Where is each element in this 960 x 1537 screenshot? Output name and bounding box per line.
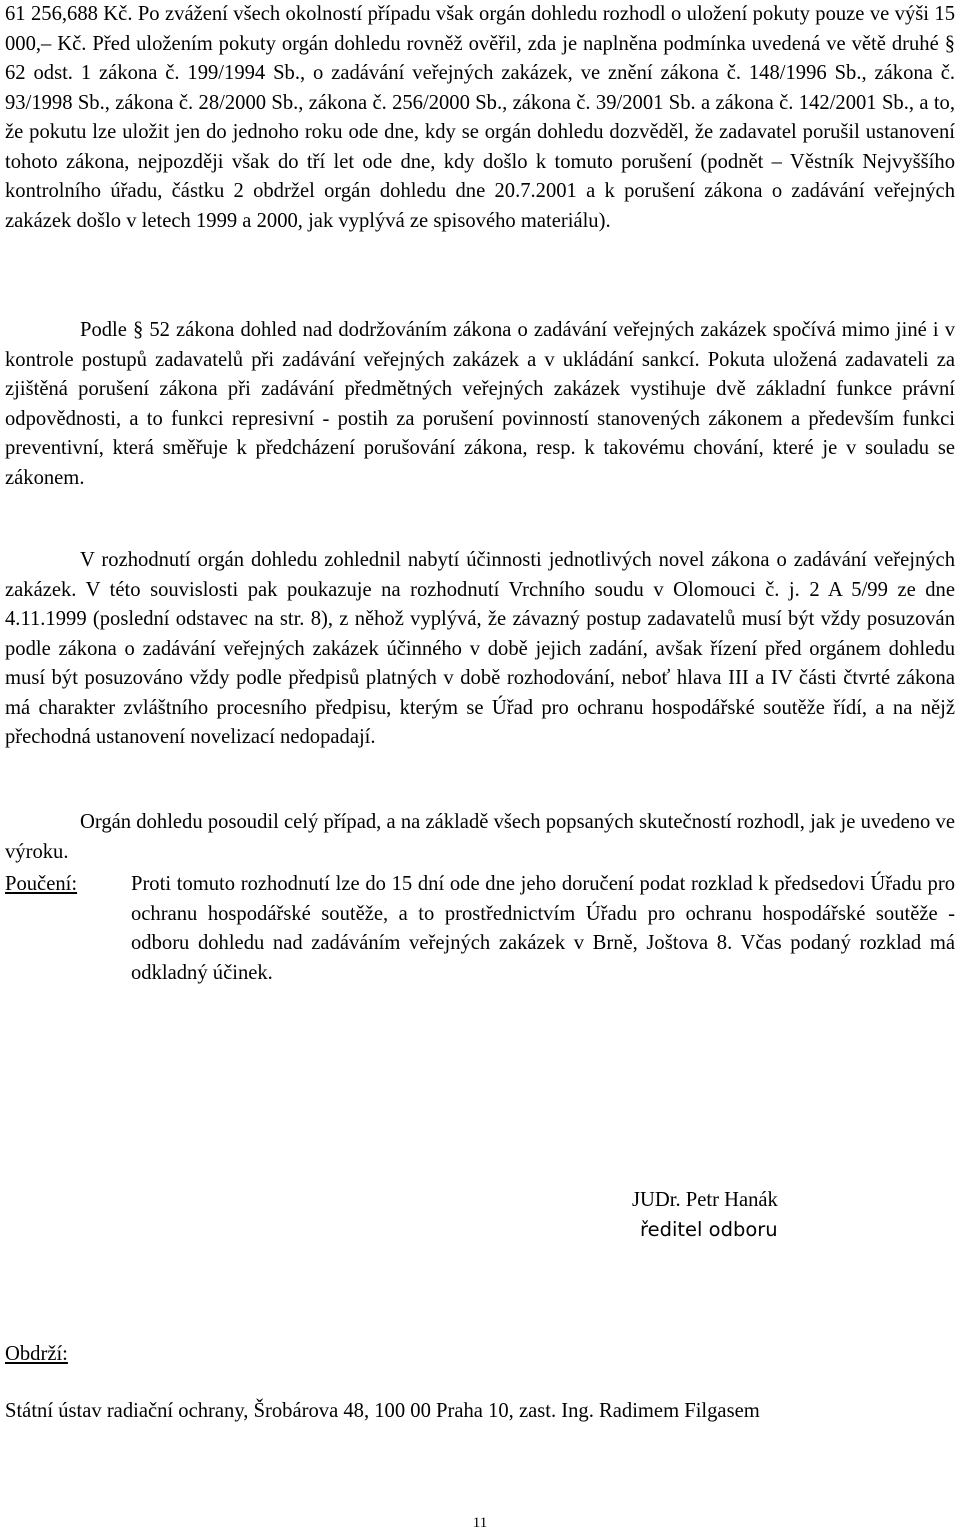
paragraph-court-decision: V rozhodnutí orgán dohledu zohlednil nabytí účinnosti jednotlivých novel zákona o zadávání veřejných zakázek. V této souvislosti pak poukazuje na rozhodnutí Vrchního soudu v Olomouci č. j. 2 A 5/99 ze dne 4.11.1999 (poslední odstavec na str. 8), z něhož vyplývá, že závazný postup zadavatelů musí být vždy posuzován podle zákona o zadávání veřejných zakázek účinného v době jejich zadání, avšak řízení před orgánem dohledu musí být posuzováno vždy podle předpisů platných v době rozhodování, neboť hlava III a IV části čtvrté zákona má charakter zvláštního procesního předpisu, kterým se Úřad pro ochranu hospodářské soutěže řídí, a na nějž přechodná ustanovení novelizací nedopadají. <box>5 549 955 748</box>
signature-block <box>632 1186 882 1244</box>
page-number: 11 <box>472 1515 488 1531</box>
paragraph-conclusion: Orgán dohledu posoudil celý případ, a na základě všech popsaných skutečností rozhodl, jak je uvedeno ve výroku. <box>5 811 955 863</box>
paragraph-penalty-justification: 61 256,688 Kč. Po zvážení všech okolností případu však orgán dohledu rozhodl o uložení pokuty pouze ve výši 15 000,– Kč. Před uložením pokuty orgán dohledu rovněž ověřil, zda je naplněna podmínka uvedená ve větě druhé § 62 odst. 1 zákona č. 199/1994 Sb., o zadávání veřejných zakázek, ve znění zákona č. 148/1996 Sb., zákona č. 93/1998 Sb., zákona č. 28/2000 Sb., zákona č. 256/2000 Sb., zákona č. 39/2001 Sb. a zákona č. 142/2001 Sb., a to, že pokutu lze uložit jen do jednoho roku ode dne, kdy se orgán dohledu dozvěděl, že zadavatel porušil ustanovení tohoto zákona, nejpozději však do tří let ode dne, kdy došlo k tomuto porušení (podnět – Věstník Nejvyššího kontrolního úřadu, částku 2 obdržel orgán dohledu dne 20.7.2001 a k porušení zákona o zadávání veřejných zakázek došlo v letech 1999 a 2000, jak vyplývá ze spisového materiálu). <box>5 3 955 232</box>
appeal-instruction-label: Poučení: <box>5 873 78 895</box>
appeal-instruction-text: Proti tomuto rozhodnutí lze do 15 dní ode dne jeho doručení podat rozklad k předsedovi Úřadu pro ochranu hospodářské soutěže, a to prostřednictvím Úřadu pro ochranu hospodářské soutěže - odboru dohledu nad zadáváním veřejných zakázek v Brně, Joštova 8. Včas podaný rozklad má odkladný účinek. <box>131 873 955 984</box>
signatory-role: ředitel odboru <box>640 1218 778 1241</box>
recipient-line: Státní ústav radiační ochrany, Šrobárova 48, 100 00 Praha 10, zast. Ing. Radimem Filgasem <box>5 1400 760 1422</box>
paragraph-supervision-purpose: Podle § 52 zákona dohled nad dodržováním zákona o zadávání veřejných zakázek spočívá mimo jiné i v kontrole postupů zadavatelů při zadávání veřejných zakázek a v ukládání sankcí. Pokuta uložená zadavateli za zjištěná porušení zákona při zadávání předmětných veřejných zakázek vystihuje dvě základní funkce právní odpovědnosti, a to funkci represivní - postih za porušení povinností stanovených zákonem a především funkci preventivní, která směřuje k předcházení porušování zákona, resp. k takovému chování, které je v souladu se zákonem. <box>5 319 955 489</box>
recipients-label: Obdrží: <box>5 1343 68 1365</box>
signatory-name: JUDr. Petr Hanák <box>632 1189 778 1211</box>
